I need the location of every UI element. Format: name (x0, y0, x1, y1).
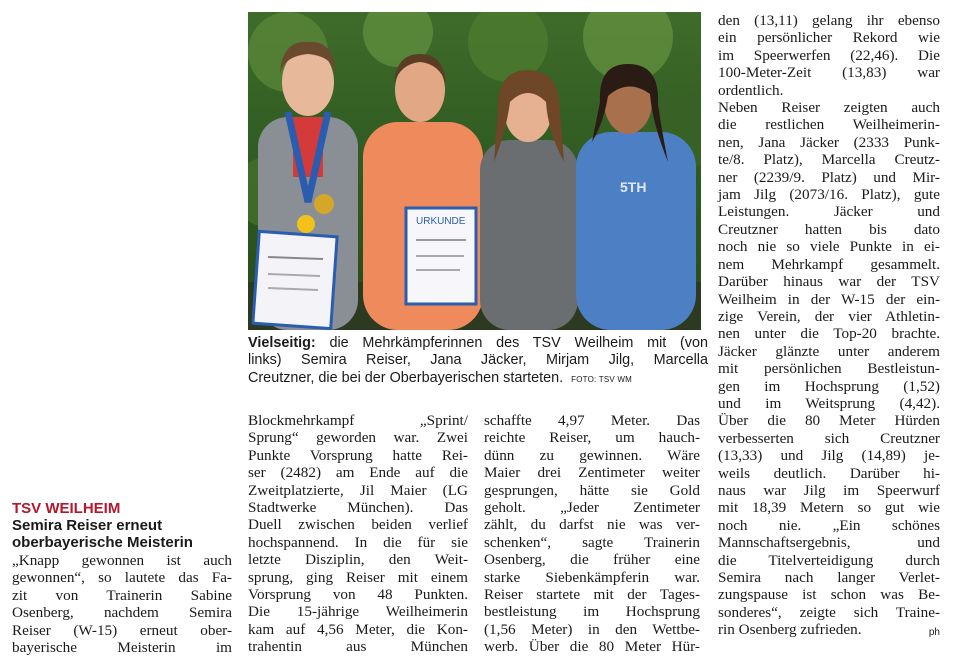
text-line: zählt, du darfst nie was ver- (484, 516, 700, 534)
text-line: die restlichen Weilheimerin- (718, 116, 940, 134)
text-line: Maier drei Zentimeter weiter (484, 464, 700, 482)
text-line: Stadtwerke München). Das (248, 499, 468, 517)
text-line: sonderes“, zeigte sich Traine- (718, 603, 940, 621)
certificate-left (253, 231, 337, 328)
text-line: noch nie. „Ein schönes (718, 516, 940, 534)
svg-text:5TH: 5TH (620, 179, 647, 195)
text-line: kam auf 4,56 Meter, die Kon- (248, 620, 468, 638)
text-line: naus war Jilg im Speerwurf (718, 481, 940, 499)
text-line: Neben Reiser zeigten auch (718, 99, 940, 117)
text-line: mit 18,39 Metern so gut wie (718, 499, 940, 517)
text-line: die Titelverteidigung durch (718, 551, 940, 569)
headline-line: oberbayerische Meisterin (12, 534, 193, 551)
text-line: nen unter die Top-20 brachte. (718, 325, 940, 343)
text-line: Weilheim in der W-15 der ein- (718, 290, 940, 308)
text-line: Reiser startete mit der Tages- (484, 586, 700, 604)
text-line: te/8. Platz), Marcella Creutz- (718, 151, 940, 169)
text-line: zige Verein, der vier Athletin- (718, 307, 940, 325)
text-line: gesprungen, hätte sie Gold (484, 481, 700, 499)
caption-line (248, 370, 708, 388)
caption-line (248, 335, 708, 352)
text-line: Punkte Vorsprung hatte Rei- (248, 446, 468, 464)
text-line: bestleistung im Hochsprung (484, 603, 700, 621)
text-line: ein persönlicher Rekord wie (718, 29, 940, 47)
photo-credit: FOTO: TSV WM (571, 374, 632, 384)
body-text (12, 552, 232, 656)
text-line (718, 621, 940, 638)
text-line-last: rin Osenberg zufrieden. (718, 621, 862, 639)
text-line: Creutzner hatten bis dato (718, 220, 940, 238)
text-line: Semira nach langer Verlet- (718, 569, 940, 586)
text-line: bayerische Meisterin im (12, 639, 232, 657)
headline-line: Semira Reiser erneut (12, 517, 163, 534)
text-line: ser (2482) am Ende auf die (248, 464, 468, 482)
text-line: 100-Meter-Zeit (13,83) war (718, 64, 940, 82)
text-line: ner (2239/9. Platz) und Mir- (718, 168, 940, 186)
text-line: schaffte 4,97 Meter. Das (484, 412, 700, 429)
article-column-4 (718, 12, 940, 642)
author-initials: ph (928, 627, 940, 639)
article-headline (12, 517, 232, 551)
text-line: den (13,11) gelang ihr ebenso (718, 12, 940, 29)
caption-text: Creutzner, die bei der Oberbayerischen starteten. (248, 369, 564, 386)
text-line: schenken“, sagte Trainerin (484, 533, 700, 551)
text-line: Darüber hinaus war der TSV (718, 273, 940, 291)
text-line: Jäcker glänzte unter anderem (718, 342, 940, 360)
certificate-title: URKUNDE (416, 216, 466, 227)
text-line: Osenberg, die früher eine (484, 551, 700, 569)
text-line: Osenberg, nachdem Semira (12, 604, 232, 622)
text-line: Duell zwischen beiden verlief (248, 516, 468, 534)
text-line: zit von Trainerin Sabine (12, 586, 232, 604)
text-line: ordentlich. (718, 81, 784, 99)
text-line: verbesserten sich Creutzner (718, 429, 940, 447)
text-line: „Knapp gewonnen ist auch (12, 552, 232, 569)
caption-lead: Vielseitig: (248, 335, 316, 351)
text-line: starke Siebenkämpferin war. (484, 568, 700, 586)
text-line: letzte Disziplin, den Weit- (248, 551, 468, 569)
text-line: nem Mehrkampf gesammelt. (718, 255, 940, 273)
text-line: (1,56 Meter) in den Wettbe- (484, 620, 700, 638)
text-line: sprung, ging Reiser mit einem (248, 568, 468, 586)
photo-caption (248, 335, 708, 388)
text-line: im Speerwerfen (22,46). Die (718, 46, 940, 64)
text-line: Sprung“ geworden war. Zwei (248, 429, 468, 447)
text-line: jam Jilg (2073/16. Platz), gute (718, 186, 940, 204)
text-line: weils deutlich. Darüber hi- (718, 464, 940, 482)
text-line: Über die 80 Meter Hürden (718, 412, 940, 430)
text-line: Mannschaftsergebnis, und (718, 534, 940, 552)
text-line: (13,33) und Jilg (14,89) je- (718, 447, 940, 465)
article-column-2 (248, 412, 468, 656)
text-line: nen, Jana Jäcker (2333 Punk- (718, 133, 940, 151)
text-line: trahentin aus München (248, 638, 468, 656)
text-line: mit persönlichen Bestleistun- (718, 360, 940, 378)
text-line: zungspause ist schon was Be- (718, 586, 940, 604)
text-line: reichte Reiser, um hauch- (484, 429, 700, 447)
text-line: gewonnen“, so lautete das Fa- (12, 569, 232, 587)
team-photo (248, 12, 701, 330)
text-line: Zweitplatzierte, Jil Maier (LG (248, 481, 468, 499)
certificate-right (406, 208, 476, 304)
text-line: dünn zu gewinnen. Wäre (484, 446, 700, 464)
text-line: Die 15-jährige Weilheimerin (248, 603, 468, 621)
article-intro-column (12, 500, 232, 656)
text-line: und im Weitsprung (4,42). (718, 394, 940, 412)
text-line: hochspannend. In die für sie (248, 533, 468, 551)
text-line: Reiser (W-15) erneut ober- (12, 621, 232, 639)
text-line: Blockmehrkampf „Sprint/ (248, 412, 468, 429)
section-label: TSV WEILHEIM (12, 500, 121, 517)
caption-line: links) Semira Reiser, Jana Jäcker, Mirjam Jilg, Marcella (248, 352, 708, 369)
text-line: geholt. „Jeder Zentimeter (484, 499, 700, 517)
text-line: werb. Über die 80 Meter Hür- (484, 638, 700, 656)
text-line: Leistungen. Jäcker und (718, 203, 940, 221)
article-column-3 (484, 412, 700, 656)
text-line: gen im Hochsprung (1,52) (718, 377, 940, 395)
text-line: Vorsprung von 48 Punkten. (248, 586, 468, 604)
text-line: noch nie so viele Punkte in ei- (718, 238, 940, 256)
caption-text: die Mehrkämpferinnen des TSV Weilheim mit (von (329, 335, 708, 351)
